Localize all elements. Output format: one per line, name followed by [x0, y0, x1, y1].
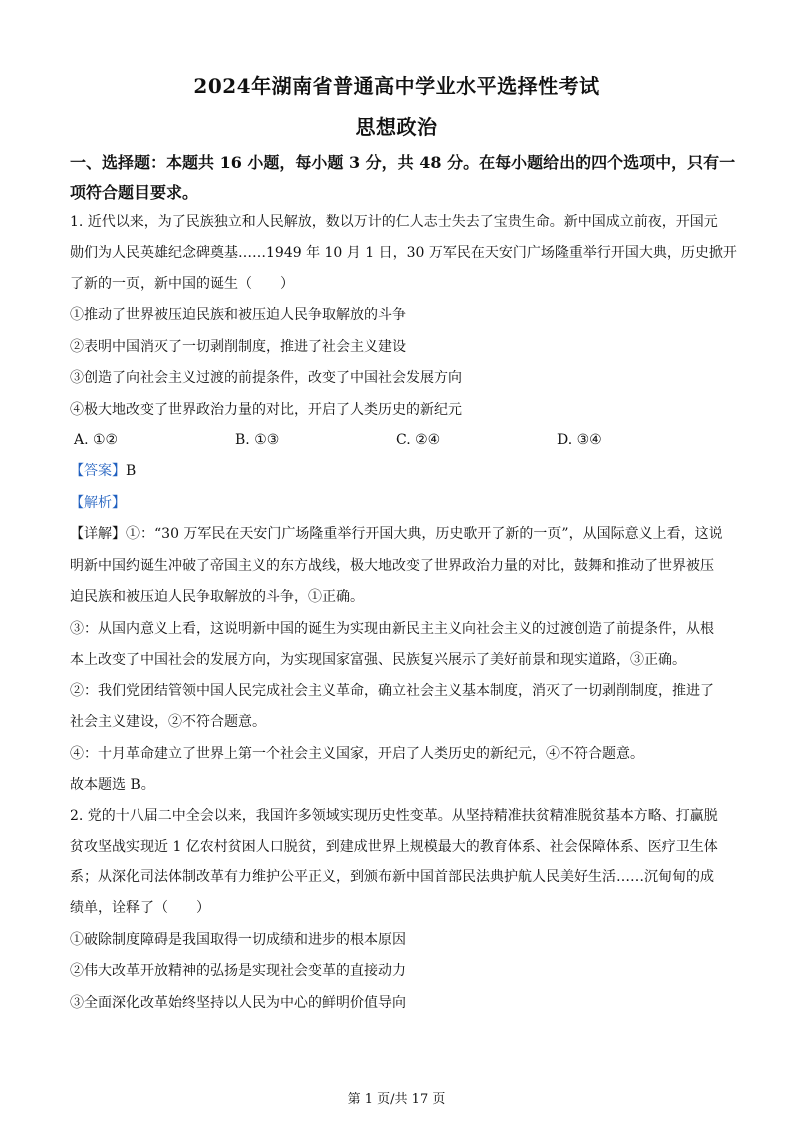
analysis-tag: 【解析】 — [70, 495, 126, 511]
section-heading-line-1: 一、选择题：本题共 16 小题，每小题 3 分，共 48 分。在每小题给出的四个选项中，只有一 — [70, 153, 736, 172]
q1-item: ②表明中国消灭了一切剥削制度，推进了社会主义建设 — [70, 339, 406, 355]
q1-stem-line: 1. 近代以来，为了民族独立和人民解放，数以万计的仁人志士失去了宝贵生命。新中国成立前夜，开国元 — [70, 214, 718, 230]
q1-stem-line: 勋们为人民英雄纪念碑奠基……1949 年 10 月 1 日，30 万军民在天安门广场隆重举行开国大典，历史掀开 — [70, 245, 737, 261]
q1-stem-line: 了新的一页，新中国的诞生（ ） — [70, 276, 294, 292]
subject-title: 思想政治 — [355, 115, 438, 139]
q2-item: ③全面深化改革始终坚持以人民为中心的鲜明价值导向 — [70, 995, 406, 1011]
detail-text: ①：“30 万军民在天安门广场隆重举行开国大典，历史歌开了新的一页”，从国际意义上看，这说 — [126, 526, 723, 542]
q1-detail-line: 明新中国约诞生冲破了帝国主义的东方战线，极大地改变了世界政治力量的对比，鼓舞和推动了世界被压 — [70, 558, 714, 574]
q1-detail-line: 迫民族和被压迫人民争取解放的斗争，①正确。 — [70, 589, 364, 605]
answer-tag: 【答案】 — [70, 463, 126, 479]
q2-stem-line: 2. 党的十八届二中全会以来，我国许多领域实现历史性变革。从坚持精准扶贫精准脱贫基本方略、打赢脱 — [70, 808, 718, 824]
q1-conclusion: 故本题选 B。 — [70, 777, 155, 793]
exam-title: 2024年湖南省普通高中学业水平选择性考试 — [193, 74, 600, 98]
q2-item: ②伟大改革开放精神的弘扬是实现社会变革的直接动力 — [70, 963, 406, 979]
q1-detail-line — [70, 524, 730, 544]
q2-stem-line: 系；从深化司法体制改革有力维护公平正义，到颁布新中国首部民法典护航人民美好生活……沉甸甸的成 — [70, 869, 714, 885]
q1-answer — [70, 461, 730, 481]
q1-item: ①推动了世界被压迫民族和被压迫人民争取解放的斗争 — [70, 307, 406, 323]
q2-item: ①破除制度障碍是我国取得一切成绩和进步的根本原因 — [70, 932, 406, 948]
q1-detail-line: ④：十月革命建立了世界上第一个社会主义国家，开启了人类历史的新纪元，④不符合题意。 — [70, 746, 644, 762]
q1-detail-line: ③：从国内意义上看，这说明新中国的诞生为实现由新民主主义向社会主义的过渡创造了前提条件，从根 — [70, 621, 714, 637]
q1-detail-line: 社会主义建设，②不符合题意。 — [70, 714, 266, 730]
q1-item: ③创造了向社会主义过渡的前提条件，改变了中国社会发展方向 — [70, 370, 462, 386]
q2-stem-line: 贫攻坚战实现近 1 亿农村贫困人口脱贫，到建成世界上规模最大的教育体系、社会保障体系、医疗卫生体 — [70, 839, 718, 855]
q1-detail-line: 本上改变了中国社会的发展方向，为实现国家富强、民族复兴展示了美好前景和现实道路，③正确。 — [70, 652, 686, 668]
q1-item: ④极大地改变了世界政治力量的对比，开启了人类历史的新纪元 — [70, 402, 462, 418]
q1-analysis — [70, 493, 730, 513]
page-footer: 第 1 页/共 17 页 — [347, 1092, 446, 1107]
q1-option-d: D. ③④ — [557, 432, 602, 448]
q1-option-c: C. ②④ — [396, 432, 441, 448]
q1-option-a: A. ①② — [74, 432, 119, 448]
q2-stem-line: 绩单，诠释了（ ） — [70, 900, 210, 916]
section-heading-line-2: 项符合题目要求。 — [70, 183, 199, 202]
q1-detail-line: ②：我们党团结管领中国人民完成社会主义革命，确立社会主义基本制度，消灭了一切剥削制度，推进了 — [70, 683, 714, 699]
q1-option-b: B. ①③ — [235, 432, 280, 448]
answer-value: B — [126, 463, 137, 479]
detail-tag: 【详解】 — [70, 526, 126, 542]
